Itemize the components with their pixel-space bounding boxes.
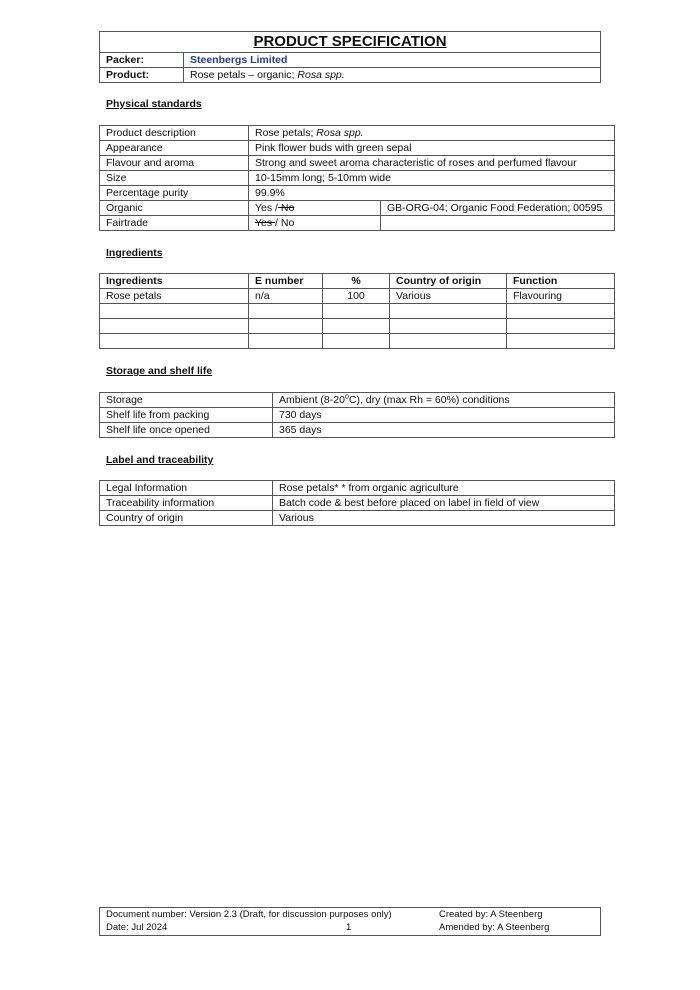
table-row [100,408,615,423]
label-value: Rose petals* * from organic agriculture [273,481,615,496]
physical-label: Flavour and aroma [100,156,249,171]
storage-heading: Storage and shelf life [106,365,213,377]
storage-value: 365 days [273,423,615,438]
table-cell [323,319,390,334]
table-cell: 100 [323,289,390,304]
page-title: PRODUCT SPECIFICATION [100,32,601,53]
footer-amended-by: Amended by: A Steenberg [439,922,550,933]
label-label: Legal Information [100,481,273,496]
physical-value: Pink flower buds with green sepal [249,141,615,156]
storage-table [99,392,615,438]
table-row [100,319,615,334]
label-value: Various [273,511,615,526]
physical-value: 99.9% [249,186,615,201]
label-table [99,480,615,526]
table-row [100,216,615,231]
table-cell [323,334,390,349]
table-row [100,201,615,216]
table-cell [390,319,507,334]
header-table [99,31,601,83]
footer-created-by: Created by: A Steenberg [439,909,543,920]
table-cell: n/a [249,289,323,304]
physical-value: Strong and sweet aroma characteristic of roses and perfumed flavour [249,156,615,171]
table-cell: Rose petals [100,289,249,304]
storage-value: 730 days [273,408,615,423]
physical-heading: Physical standards [106,98,202,110]
ingredients-heading: Ingredients [106,247,163,259]
table-row [100,126,615,141]
table-cell: Various [390,289,507,304]
column-header: Country of origin [390,274,507,289]
physical-table [99,125,615,231]
fairtrade-cert [381,216,615,231]
table-cell [390,334,507,349]
storage-label: Shelf life from packing [100,408,273,423]
table-cell [249,334,323,349]
storage-label: Storage [100,393,273,408]
table-row [100,171,615,186]
column-header: Ingredients [100,274,249,289]
table-cell [100,319,249,334]
table-cell [507,304,615,319]
ingredients-table [99,273,615,349]
table-row [100,511,615,526]
table-cell [507,319,615,334]
packer-label: Packer: [100,53,184,68]
packer-value: Steenbergs Limited [184,53,601,68]
storage-value: Ambient (8-20$^o$C), dry (max Rh = 60%) conditions [273,393,615,408]
table-cell [249,304,323,319]
table-cell: Flavouring [507,289,615,304]
table-row [100,289,615,304]
table-row [100,304,615,319]
column-header: E number [249,274,323,289]
fairtrade-value: Yes / No [249,216,381,231]
physical-label: Appearance [100,141,249,156]
fairtrade-label: Fairtrade [100,216,249,231]
table-cell [390,304,507,319]
physical-value: 10-15mm long; 5-10mm wide [249,171,615,186]
physical-label: Product description [100,126,249,141]
label-value: Batch code & best before placed on label in field of view [273,496,615,511]
table-cell [249,319,323,334]
physical-label: Percentage purity [100,186,249,201]
label-heading: Label and traceability [106,454,214,466]
organic-cert: GB-ORG-04; Organic Food Federation; 00595 [381,201,615,216]
table-row [100,186,615,201]
table-cell [507,334,615,349]
column-header: Function [507,274,615,289]
footer-page-number: 1 [346,922,352,933]
table-row [100,141,615,156]
product-value-italic: Rosa spp. [297,69,345,81]
table-header-row [100,274,615,289]
column-header: % [323,274,390,289]
physical-value: Rose petals; Rosa spp. [249,126,615,141]
table-row [100,496,615,511]
table-row [100,393,615,408]
table-row [100,334,615,349]
physical-label: Size [100,171,249,186]
footer-box [99,907,601,936]
table-row [100,156,615,171]
table-row [100,423,615,438]
organic-value: Yes / No [249,201,381,216]
label-label: Country of origin [100,511,273,526]
footer-date: Date: Jul 2024 [106,922,168,933]
footer-doc-number: Document number: Version 2.3 (Draft, for discussion purposes only) [106,909,392,920]
product-value-plain: Rose petals – organic; [190,69,298,81]
product-label: Product: [100,68,184,83]
organic-label: Organic [100,201,249,216]
table-cell [100,334,249,349]
table-cell [323,304,390,319]
product-value [184,68,601,83]
label-label: Traceability information [100,496,273,511]
storage-label: Shelf life once opened [100,423,273,438]
table-cell [100,304,249,319]
table-row [100,481,615,496]
